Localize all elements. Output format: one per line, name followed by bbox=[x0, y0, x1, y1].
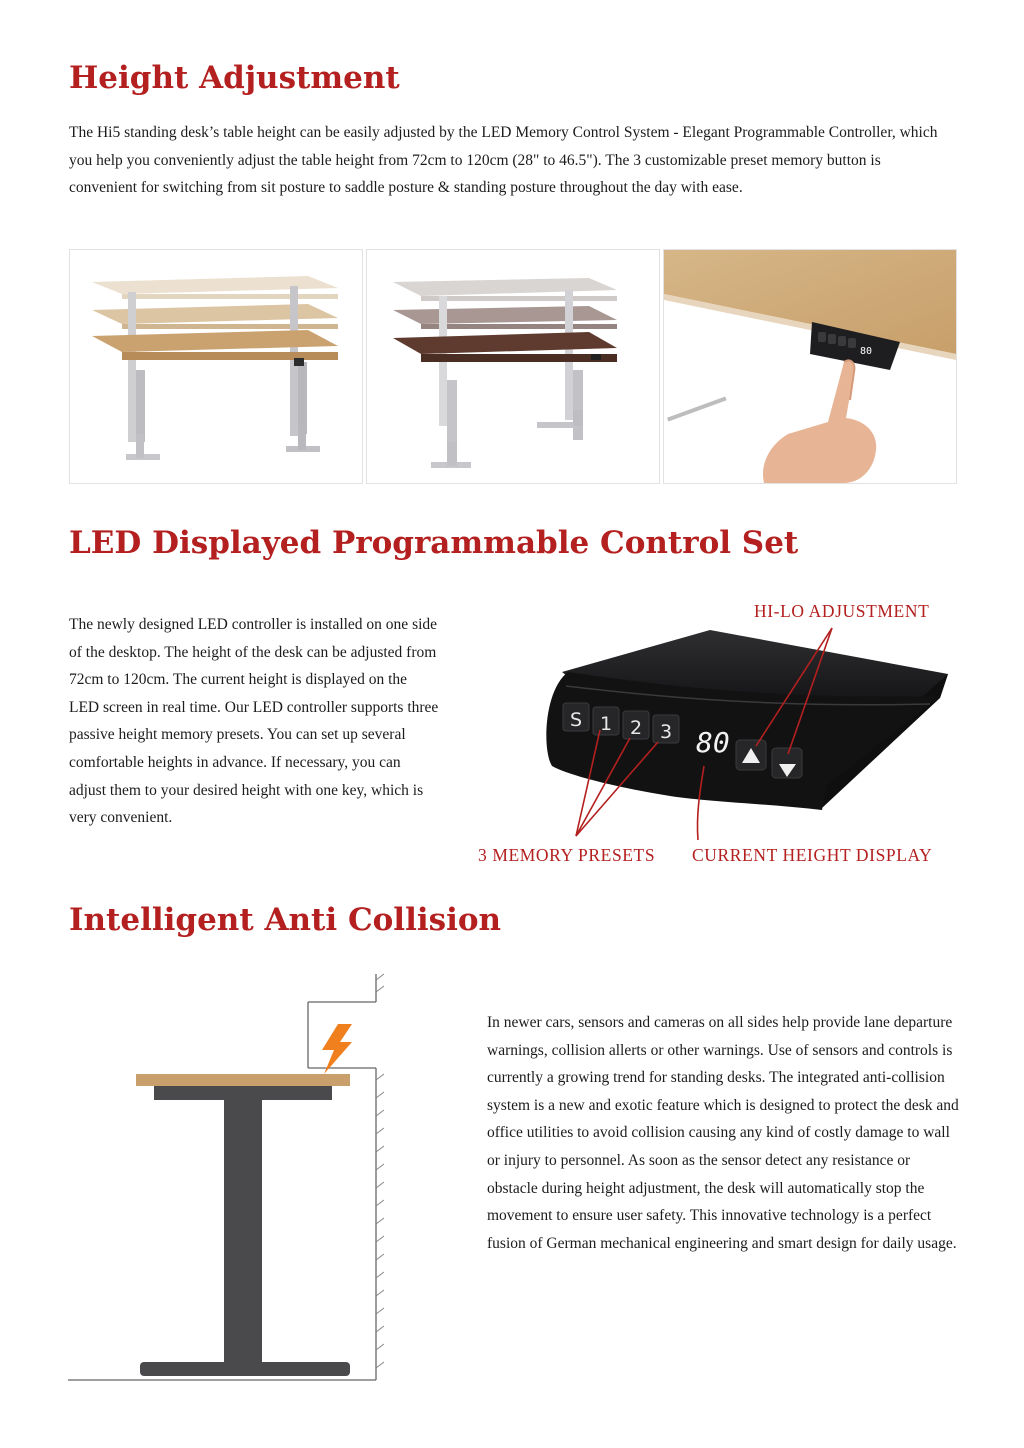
controller-diagram bbox=[470, 590, 970, 880]
section-title-anti-collision: Intelligent Anti Collision bbox=[69, 902, 502, 938]
anti-collision-diagram bbox=[60, 970, 400, 1390]
key-s: S bbox=[570, 709, 583, 731]
anti-collision-text: In newer cars, sensors and cameras on all sides help provide lane departure warnings, collision allerts or other warnings. Use of sensors and controls is currently a growing trend for standing desks. The integrated anti-collision system is a new and exotic feature which is designed to protect the desk and office utilities to avoid collision causing any kind of costly damage to wall or injury to personnel. As soon as the sensor detect any resistance or obstacle during height adjustment, the desk will automatically stop the movement to ensure user safety. This innovative technology is a perfect fusion of German mechanical engineering and smart design for daily usage. bbox=[487, 1014, 959, 1252]
image-oak-desk-heights bbox=[69, 249, 363, 484]
key-2: 2 bbox=[630, 717, 643, 739]
led-control-text: The newly designed LED controller is installed on one side of the desktop. The height of the desk can be adjusted from 72cm to 120cm. The current height is displayed on the LED screen in real time. Our LED controller supports three passive height memory presets. You can set up several comfortable heights in advance. If necessary, you can adjust them to your desired height with one key, which is very convenient. bbox=[69, 616, 439, 827]
callout-height-display: CURRENT HEIGHT DISPLAY bbox=[692, 845, 933, 865]
callout-hilo-adjustment: HI-LO ADJUSTMENT bbox=[754, 601, 930, 621]
key-3: 3 bbox=[660, 721, 673, 743]
section-title-height-adjustment: Height Adjustment bbox=[69, 60, 400, 96]
callout-memory-presets: 3 MEMORY PRESETS bbox=[478, 845, 656, 865]
section-title-led-control: LED Displayed Programmable Control Set bbox=[69, 525, 799, 561]
key-1: 1 bbox=[600, 713, 613, 735]
image-controller-closeup bbox=[663, 249, 957, 484]
image-walnut-desk-heights bbox=[366, 249, 660, 484]
photo-display-value: 80 bbox=[860, 346, 873, 357]
led-display-value: 80 bbox=[696, 726, 730, 759]
height-adjustment-text: The Hi5 standing desk’s table height can be easily adjusted by the LED Memory Control System - Elegant Programmable Controller, which you help you conveniently adjust the table height from 72cm to 120cm (28" to 46.5"). The 3 customizable preset memory button is convenient for switching from sit posture to saddle posture & standing posture throughout the day with ease. bbox=[69, 124, 938, 197]
warning-lightning-icon bbox=[322, 1024, 352, 1074]
